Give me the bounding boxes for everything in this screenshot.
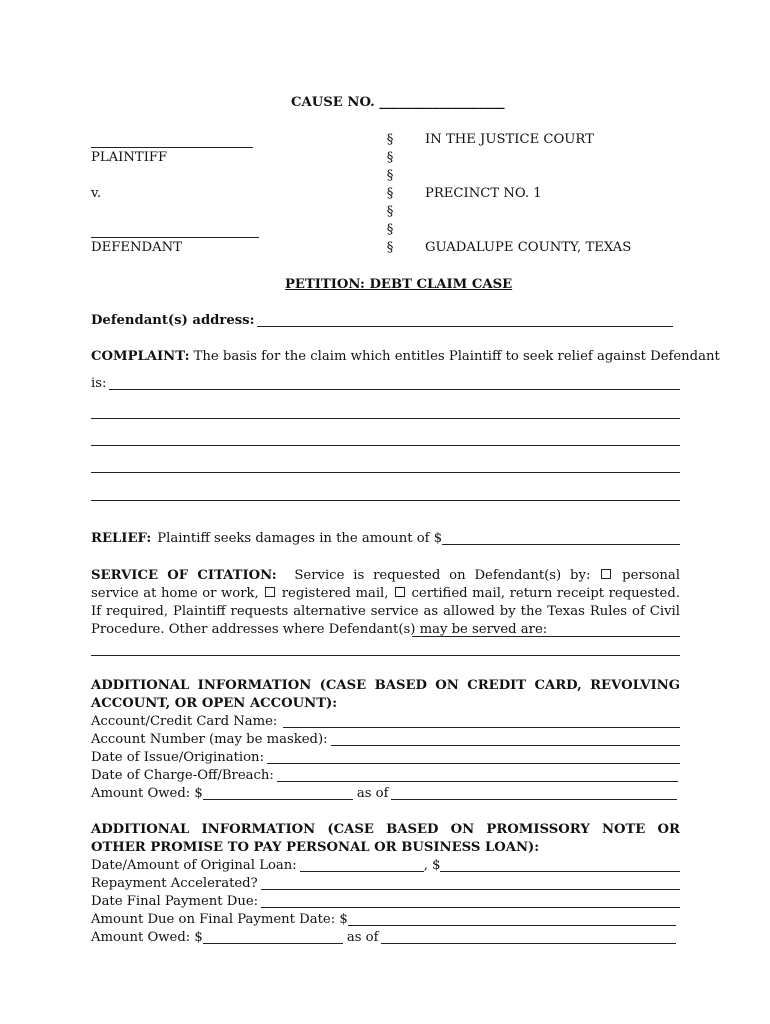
complaint-blank-line[interactable] [91, 418, 680, 419]
account-number-row [91, 731, 680, 749]
account-name-label: Account/Credit Card Name: [91, 714, 278, 729]
other-addresses-line[interactable] [91, 655, 680, 656]
pn-amount-owed-label: Amount Owed: $ [91, 930, 203, 945]
original-loan-label: Date/Amount of Original Loan: [91, 858, 297, 873]
court-name: IN THE JUSTICE COURT [425, 132, 594, 147]
section-symbol: § [386, 168, 394, 183]
relief-text: Plaintiff seeks damages in the amount of $ [157, 531, 443, 546]
original-loan-comma: , $ [423, 858, 441, 873]
page-title: PETITION: DEBT CLAIM CASE [285, 277, 513, 292]
account-name-row [91, 713, 680, 731]
repayment-row [91, 875, 680, 893]
amount-due-final-label: Amount Due on Final Payment Date: $ [91, 912, 348, 927]
pn-amount-owed-field[interactable] [203, 943, 343, 944]
section-symbol: § [386, 150, 394, 165]
registered-mail-checkbox[interactable] [265, 587, 275, 597]
account-name-field[interactable] [283, 727, 680, 728]
account-number-field[interactable] [331, 745, 680, 746]
pn-as-of-date-field[interactable] [381, 943, 676, 944]
service-paragraph [91, 567, 680, 639]
section-symbol: § [386, 204, 394, 219]
defendant-label: DEFENDANT [91, 240, 182, 255]
certified-mail-checkbox[interactable] [395, 587, 405, 597]
pn-amount-owed-row [91, 929, 676, 947]
service-text: Service is requested on Defendant(s) by: [294, 568, 591, 583]
date-final-row [91, 893, 680, 911]
account-number-label: Account Number (may be masked): [91, 732, 328, 747]
precinct: PRECINCT NO. 1 [425, 186, 542, 201]
cc-as-of-label: as of [356, 786, 389, 801]
defendant-address-label: Defendant(s) address: [91, 313, 255, 328]
section-symbol: § [386, 132, 394, 147]
date-issue-row [91, 749, 680, 767]
section-symbol: § [386, 240, 394, 255]
registered-mail-label: registered mail, [281, 586, 389, 601]
versus-label: v. [91, 186, 102, 201]
defendant-blank[interactable] [91, 237, 259, 238]
cause-number: CAUSE NO. ___________________ [291, 95, 505, 110]
cc-amount-owed-row [91, 785, 677, 803]
complaint-blank-line[interactable] [91, 500, 680, 501]
date-final-label: Date Final Payment Due: [91, 894, 259, 909]
complaint-is-label: is: [91, 376, 107, 391]
plaintiff-label: PLAINTIFF [91, 150, 168, 165]
pn-as-of-label: as of [346, 930, 379, 945]
date-issue-label: Date of Issue/Origination: [91, 750, 264, 765]
complaint-text: The basis for the claim which entitles Plaintiff to seek relief against Defendant [193, 349, 720, 364]
relief-row [91, 530, 680, 548]
certified-mail-label: certified mail, return receipt requested. [411, 586, 680, 601]
relief-label: RELIEF: [91, 531, 152, 546]
complaint-field[interactable] [109, 389, 680, 390]
personal-service-label: personal service at home or work, [91, 568, 681, 601]
plaintiff-blank[interactable] [91, 147, 253, 148]
repayment-field[interactable] [261, 889, 680, 890]
complaint-is-row [91, 375, 680, 393]
relief-amount-field[interactable] [442, 544, 680, 545]
section-symbol: § [386, 222, 394, 237]
complaint-blank-line[interactable] [91, 445, 680, 446]
defendant-address-field[interactable] [257, 326, 673, 327]
original-loan-row [91, 857, 680, 875]
repayment-label: Repayment Accelerated? [91, 876, 258, 891]
amount-due-final-field[interactable] [348, 925, 676, 926]
promissory-heading: ADDITIONAL INFORMATION (CASE BASED ON PROMISSORY NOTE OR OTHER PROMISE TO PAY PERSONAL OR BUSINESS LOAN): [91, 822, 680, 855]
date-issue-field[interactable] [267, 763, 680, 764]
personal-service-checkbox[interactable] [601, 569, 611, 579]
date-chargeoff-row [91, 767, 678, 785]
cc-amount-owed-label: Amount Owed: $ [91, 786, 203, 801]
cc-amount-owed-field[interactable] [203, 799, 353, 800]
date-chargeoff-field[interactable] [277, 781, 678, 782]
cc-as-of-date-field[interactable] [391, 799, 677, 800]
service-label: SERVICE OF CITATION: [91, 568, 277, 583]
complaint-line [91, 348, 720, 366]
original-loan-amount-field[interactable] [440, 871, 680, 872]
credit-card-heading: ADDITIONAL INFORMATION (CASE BASED ON CREDIT CARD, REVOLVING ACCOUNT, OR OPEN ACCOUNT): [91, 678, 680, 711]
defendant-address-row [91, 312, 673, 330]
other-addresses-field[interactable] [412, 636, 680, 637]
date-chargeoff-label: Date of Charge-Off/Breach: [91, 768, 274, 783]
date-final-field[interactable] [261, 907, 680, 908]
alternative-service-text: If required, Plaintiff requests alternative service as allowed by the Texas Rules of Civil Procedure. Other addresses where Defendant(s) may be served are: [91, 604, 680, 637]
original-loan-date-field[interactable] [300, 871, 424, 872]
county: GUADALUPE COUNTY, TEXAS [425, 240, 632, 255]
section-symbol: § [386, 186, 394, 201]
amount-due-final-row [91, 911, 676, 929]
complaint-blank-line[interactable] [91, 472, 680, 473]
complaint-label: COMPLAINT: [91, 349, 190, 364]
